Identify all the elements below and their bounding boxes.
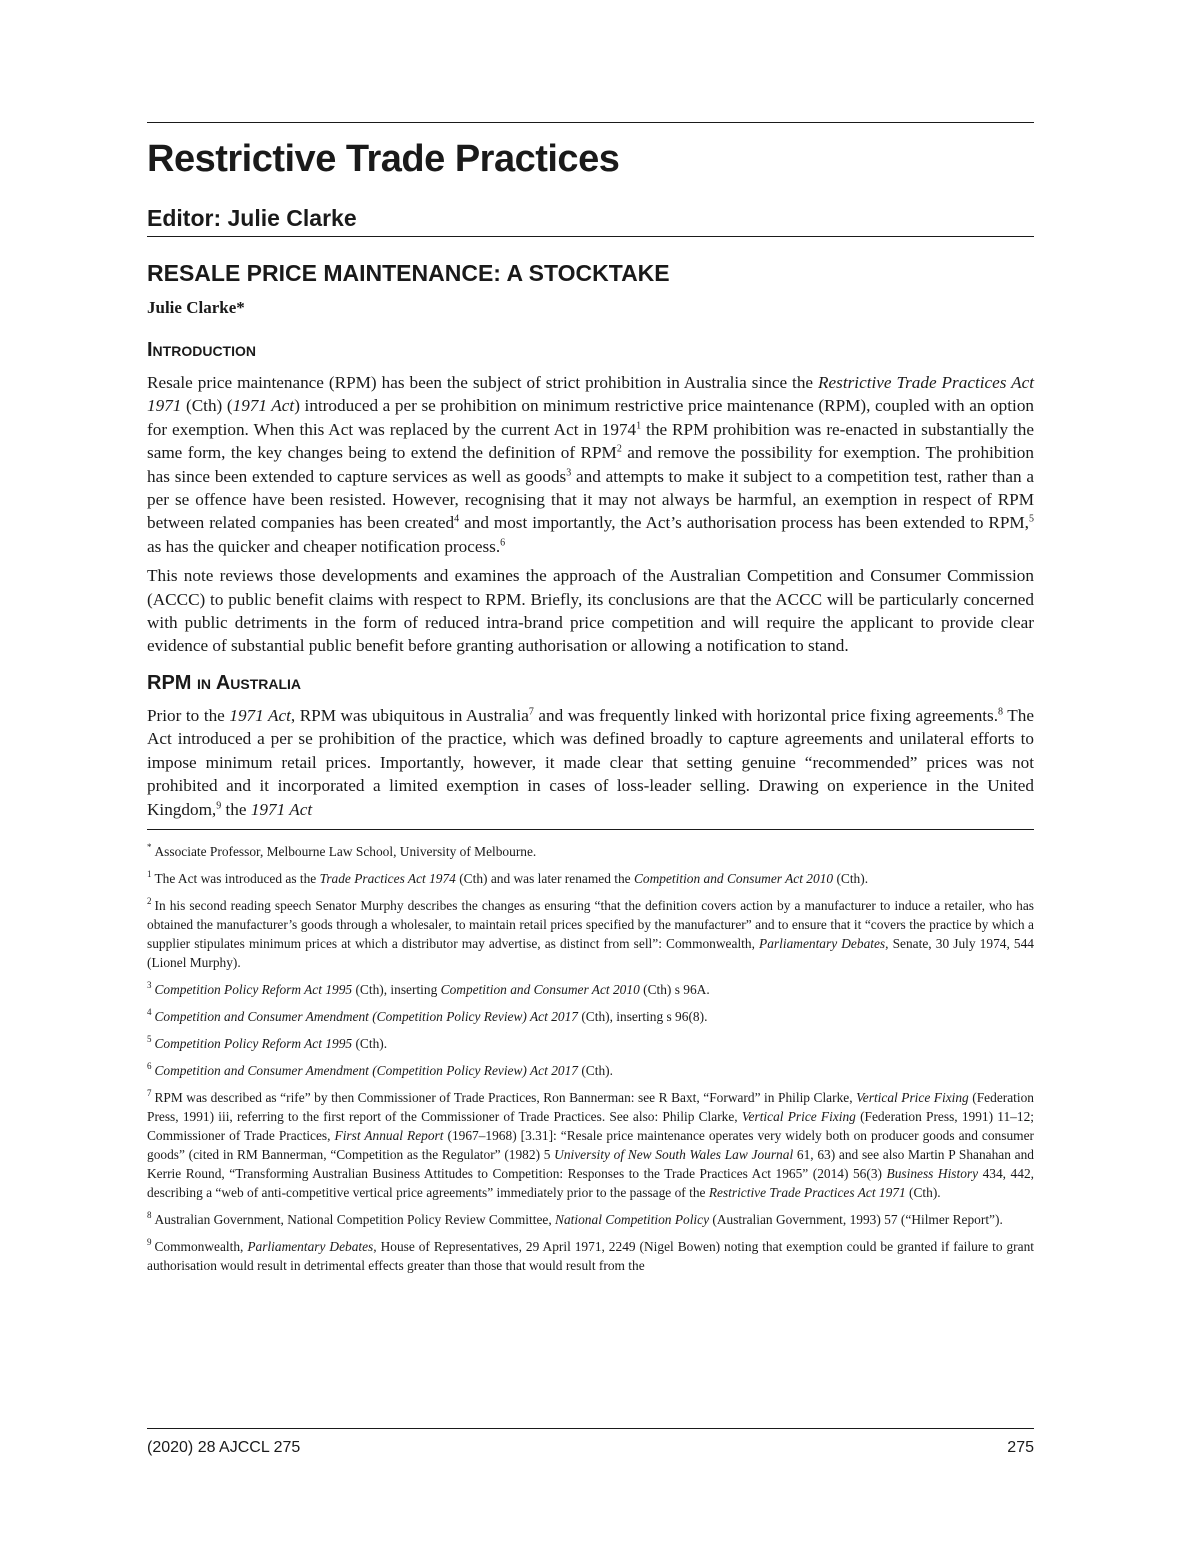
- footnote: $^7$ RPM was described as “rife” by then Commissioner of Trade Practices, Ron Bannerman: see R Baxt, “Forward” in Philip Clarke, Vertical Price Fixing (Federation Press, 1991) iii, referring to the first report of the Commissioner of Trade Practices. See also: Philip Clarke, Vertical Price Fixing (Federation Press, 1991) 11–12; Commissioner of Trade Practices, First Annual Report (1967–1968) [3.31]: “Resale price maintenance operates very widely both on producer goods and consumer goods” (cited in RM Bannerman, “Competition as the Regulator” (1982) 5 University of New South Wales Law Journal 61, 63) and see also Martin P Shanahan and Kerrie Round, “Transforming Australian Business Attitudes to Competition: Responses to the Trade Practices Act 1965” (2014) 56(3) Business History 434, 442, describing a “web of anti-competitive vertical price agreements” immediately prior to the passage of the Restrictive Trade Practices Act 1971 (Cth).: [147, 1088, 1034, 1200]
- footnotes: [147, 829, 1034, 1275]
- italic-citation: Competition and Consumer Amendment (Competition Policy Review) Act 2017: [154, 1008, 578, 1024]
- footnote: $^1$ The Act was introduced as the Trade Practices Act 1974 (Cth) and was later renamed the Competition and Consumer Act 2010 (Cth).: [147, 869, 869, 886]
- footnote-marker: 7: [147, 1088, 152, 1099]
- italic-citation: 1971 Act: [250, 799, 313, 819]
- italic-citation: Competition and Consumer Act 2010: [440, 981, 640, 997]
- body-paragraph: Prior to the 1971 Act, RPM was ubiquitous in Australia$^7$ and was frequently linked with horizontal price fixing agreements.$^8$ The Act introduced a per se prohibition of the practice, which was defined broadly to capture agreements and unilateral efforts to impose minimum retail prices. Importantly, however, it made clear that setting genuine “recommended” prices was not prohibited and it incorporated a limited exemption in cases of loss-leader selling. Drawing on experience in the United Kingdom,$^9$ the 1971 Act: [147, 705, 1034, 819]
- footnote-marker: 8: [147, 1210, 152, 1221]
- body-paragraph: This note reviews those developments and examines the approach of the Australian Competition and Consumer Commission (ACCC) to public benefit claims with respect to RPM. Briefly, its conclusions are that the ACCC will be particularly concerned with public detriments in the form of reduced intra-brand price competition and will require the applicant to provide clear evidence of substantial public benefit before granting authorisation or allowing a notification to stand.: [147, 566, 1034, 656]
- top-rule: [147, 122, 1034, 123]
- footnote-reference: 4: [454, 513, 460, 525]
- article-body: [147, 337, 1034, 821]
- section-introduction: [147, 337, 1034, 658]
- footnote: $^4$ Competition and Consumer Amendment (Competition Policy Review) Act 2017 (Cth), inserting s 96(8).: [147, 1007, 708, 1024]
- footnote-marker: 5: [147, 1034, 152, 1045]
- italic-citation: Competition and Consumer Act 2010: [633, 870, 834, 886]
- section-heading: Introduction: [147, 339, 256, 361]
- article-author: Julie Clarke*: [147, 298, 245, 317]
- footnote-reference: 7: [528, 706, 534, 718]
- footnote: $^3$ Competition Policy Reform Act 1995 (Cth), inserting Competition and Consumer Act 2010 (Cth) s 96A.: [147, 980, 710, 997]
- footnote-reference: 9: [216, 799, 222, 811]
- italic-citation: First Annual Report: [334, 1127, 444, 1143]
- footnote-reference: 2: [616, 443, 622, 455]
- page-number: 275: [1007, 1439, 1034, 1456]
- italic-citation: National Competition Policy: [555, 1211, 710, 1227]
- article-title: RESALE PRICE MAINTENANCE: A STOCKTAKE: [147, 260, 670, 286]
- footnote: * Associate Professor, Melbourne Law School, University of Melbourne.: [147, 842, 537, 859]
- italic-citation: Trade Practices Act 1974: [319, 870, 456, 886]
- footnote-reference: 3: [566, 466, 572, 478]
- footnote-marker: 4: [147, 1007, 152, 1018]
- italic-citation: Vertical Price Fixing: [741, 1108, 856, 1124]
- italic-citation: Parliamentary Debates: [247, 1238, 374, 1254]
- italic-citation: Parliamentary Debates: [759, 935, 886, 951]
- footnote: $^5$ Competition Policy Reform Act 1995 (Cth).: [147, 1034, 388, 1051]
- footnote: $^8$ Australian Government, National Competition Policy Review Committee, National Competition Policy (Australian Government, 1993) 57 (“Hilmer Report”).: [147, 1210, 1003, 1227]
- italic-citation: Competition Policy Reform Act 1995: [154, 1035, 353, 1051]
- page: [147, 122, 1034, 1532]
- footnote-reference: 6: [500, 537, 506, 549]
- body-paragraph: Resale price maintenance (RPM) has been the subject of strict prohibition in Australia since the Restrictive Trade Practices Act 1971 (Cth) (1971 Act) introduced a per se prohibition on minimum restrictive price maintenance (RPM), coupled with an option for exemption. When this Act was replaced by the current Act in 1974$^1$ the RPM prohibition was re-enacted in substantially the same form, the key changes being to extend the definition of RPM$^2$ and remove the possibility for exemption. The prohibition has since been extended to capture services as well as goods$^3$ and attempts to make it subject to a competition test, rather than a per se offence have been resisted. However, recognising that it may not always be harmful, an exemption in respect of RPM between related companies has been created$^4$ and most importantly, the Act’s authorisation process has been extended to RPM,$^5$ as has the quicker and cheaper notification process.$^6$: [147, 373, 1035, 556]
- italic-citation: 1971 Act: [229, 705, 291, 725]
- section-rpm-in-australia: [147, 670, 1034, 821]
- journal-section-title: Restrictive Trade Practices: [147, 138, 620, 180]
- footnote: $^6$ Competition and Consumer Amendment (Competition Policy Review) Act 2017 (Cth).: [147, 1061, 613, 1078]
- footnote: $^2$ In his second reading speech Senator Murphy describes the changes as ensuring “that the definition covers action by a manufacturer to induce a retailer, who has obtained the manufacturer’s goods through a wholesaler, to maintain retail prices specified by the manufacturer” and to ensure that it “covers the practice by which a supplier stipulates minimum prices at which a distributor may advertise, as distinct from sell”: Commonwealth, Parliamentary Debates, Senate, 30 July 1974, 544 (Lionel Murphy).: [147, 896, 1035, 970]
- editor-line: Editor: Julie Clarke: [147, 205, 357, 231]
- italic-citation: Restrictive Trade Practices Act 1971: [708, 1184, 906, 1200]
- italic-citation: Business History: [886, 1165, 979, 1181]
- footnote-reference: 8: [998, 706, 1004, 718]
- footnote: $^9$ Commonwealth, Parliamentary Debates, House of Representatives, 29 April 1971, 2249 (Nigel Bowen) noting that exemption could be granted if failure to grant authorisation would result in detrimental effects greater than those that would result from the: [147, 1237, 1034, 1273]
- footnote-marker: 1: [147, 869, 152, 880]
- footnote-marker: *: [147, 842, 152, 853]
- italic-citation: Competition Policy Reform Act 1995: [154, 981, 353, 997]
- italic-citation: University of New South Wales Law Journal: [554, 1146, 794, 1162]
- italic-citation: Competition and Consumer Amendment (Competition Policy Review) Act 2017: [154, 1062, 578, 1078]
- italic-citation: Vertical Price Fixing: [856, 1089, 969, 1105]
- footnote-marker: 9: [147, 1237, 152, 1248]
- section-heading: RPM in Australia: [147, 671, 302, 694]
- footnote-marker: 6: [147, 1061, 152, 1072]
- italic-citation: 1971 Act: [232, 396, 295, 416]
- editor-rule: [147, 236, 1034, 237]
- footnote-marker: 3: [147, 980, 152, 991]
- journal-citation: (2020) 28 AJCCL 275: [147, 1439, 301, 1456]
- page-footer: [147, 1428, 1034, 1457]
- footnote-reference: 1: [636, 420, 642, 432]
- footnote-marker: 2: [147, 896, 152, 907]
- italic-citation: Restrictive Trade Practices Act 1971: [147, 373, 1035, 416]
- footnote-reference: 5: [1028, 513, 1034, 525]
